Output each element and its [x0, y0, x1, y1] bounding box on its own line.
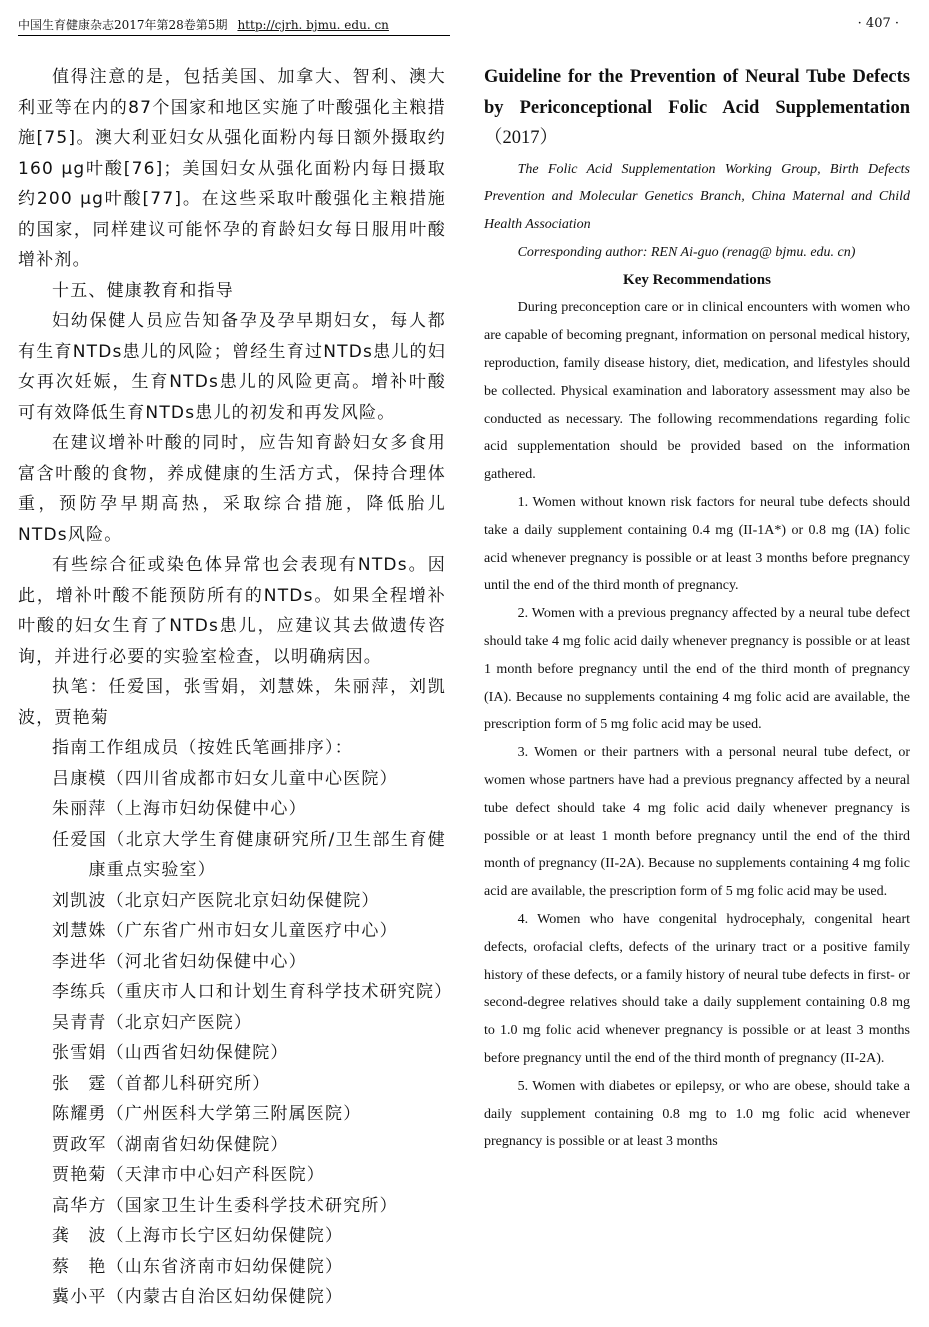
member-item: 吕康模（四川省成都市妇女儿童中心医院）: [52, 768, 398, 789]
journal-issue: 中国生育健康杂志2017年第28卷第5期: [18, 18, 228, 32]
intro-paragraph: During preconception care or in clinical encounters with women who are capable of becoming pregnant, information on personal medical history, reproduction, family disease history, diet, medication, and lifestyles should be collected. Physical examination and laboratory assessment may also be conducted as necessary. The following recommendations regarding folic acid supplementation should be provided based on the information gathered.: [484, 300, 910, 483]
member-item: 贾政军（湖南省妇幼保健院）: [52, 1134, 289, 1155]
member-item: 李练兵（重庆市人口和计划生育科学技术研究院）: [52, 982, 453, 1002]
members-heading: 指南工作组成员（按姓氏笔画排序）：: [52, 738, 353, 758]
member-item: 吴青青（北京妇产医院）: [52, 1012, 253, 1033]
member-item: 刘凯波（北京妇产医院北京妇幼保健院）: [52, 890, 380, 911]
recommendation-2: 2. Women with a previous pregnancy affected by a neural tube defect should take 4 mg folic acid daily whenever pregnancy is possible or at least 1 month before pregnancy until the end of the third month of pregnancy (IA). Because no supplements containing 4 mg folic acid are available, the prescription form of 5 mg folic acid may be used.: [484, 606, 910, 733]
running-header: [18, 16, 389, 33]
writers-line: 执笔：任爱国，张雪娟，刘慧姝，朱丽萍，刘凯波，贾艳菊: [18, 677, 446, 728]
member-item: 贾艳菊（天津市中心妇产科医院）: [52, 1165, 325, 1185]
members-list: [18, 764, 453, 1313]
member-item: 朱丽萍（上海市妇幼保健中心）: [52, 799, 307, 819]
member-item: 陈耀勇（广州医科大学第三附属医院）: [52, 1104, 362, 1124]
right-column: [484, 62, 910, 1156]
recommendation-3: 3. Women or their partners with a personal neural tube defect, or women whose partners have had a previous pregnancy affected by a neural tube defect should take 4 mg folic acid daily whenever pregnancy is possible or at least 1 month before pregnancy until the end of the third month of pregnancy (II-2A). Because no supplements containing 4 mg folic acid are available, the prescription form of 5 mg folic acid may be used.: [484, 745, 910, 900]
recommendation-4: 4. Women who have congenital hydrocephaly, congenital heart defects, orofacial clefts, defects of the urinary tract or a positive family history of these defects, or a family history of neural tube defects in first- or second-degree relatives should take a daily supplement containing 0.8 mg to 1.0 mg folic acid whenever pregnancy is possible or at least 3 months before pregnancy until the end of the third month of pregnancy (II-2A).: [484, 912, 910, 1066]
section-heading-15: 十五、健康教育和指导: [52, 280, 234, 301]
member-item: 高华方（国家卫生计生委科学技术研究所）: [52, 1195, 398, 1216]
key-recommendations-heading: Key Recommendations: [623, 271, 771, 288]
english-title: [484, 62, 910, 154]
recommendation-5: 5. Women with diabetes or epilepsy, or who are obese, should take a daily supplement containing 0.8 mg to 1.0 mg folic acid whenever pregnancy is possible or at least 3 months: [484, 1078, 910, 1150]
recommendation-1: 1. Women without known risk factors for neural tube defects should take a daily supplement containing 0.4 mg (II-1A*) or 0.8 mg (IA) folic acid whenever pregnancy is possible or at least 3 months before pregnancy until the end of the third month of pregnancy.: [484, 495, 910, 594]
member-item: 冀小平（内蒙古自治区妇幼保健院）: [52, 1287, 344, 1307]
member-item: 李进华（河北省妇幼保健中心）: [52, 951, 307, 972]
paragraph-lifestyle: 在建议增补叶酸的同时，应告知育龄妇女多食用富含叶酸的食物，养成健康的生活方式，保持合理体重，预防孕早期高热，采取综合措施，降低胎儿NTDs风险。: [18, 433, 446, 545]
paragraph-health-education: 妇幼保健人员应告知备孕及孕早期妇女，每人都有生育NTDs患儿的风险；曾经生育过NTDs患儿的妇女再次妊娠，生育NTDs患儿的风险更高。增补叶酸可有效降低生育NTDs患儿的初发和再发风险。: [18, 311, 446, 423]
member-item: 张 霆（首都儿科研究所）: [52, 1073, 271, 1094]
header-rule: [18, 35, 450, 36]
page-number: · 407 ·: [857, 16, 899, 31]
member-item: 张雪娟（山西省妇幼保健院）: [52, 1043, 289, 1063]
journal-url[interactable]: http://cjrh. bjmu. edu. cn: [237, 18, 389, 32]
left-column: [18, 62, 453, 1313]
author-group: The Folic Acid Supplementation Working Group, Birth Defects Prevention and Molecular Genetics Branch, China Maternal and Child Health Association: [484, 161, 910, 233]
english-title-text: Guideline for the Prevention of Neural Tube Defects by Periconceptional Folic Acid Supplementation: [484, 67, 910, 118]
paragraph-genetic-counseling: 有些综合征或染色体异常也会表现有NTDs。因此，增补叶酸不能预防所有的NTDs。如果全程增补叶酸的妇女生育了NTDs患儿，应建议其去做遗传咨询，并进行必要的实验室检查，以明确病因。: [18, 555, 446, 667]
member-item: 任爱国（北京大学生育健康研究所/卫生部生育健康重点实验室）: [52, 829, 446, 880]
member-item: 蔡 艳（山东省济南市妇幼保健院）: [52, 1256, 344, 1277]
member-item: 龚 波（上海市长宁区妇幼保健院）: [52, 1226, 344, 1246]
member-item: 刘慧姝（广东省广州市妇女儿童医疗中心）: [52, 921, 398, 941]
corresponding-author: Corresponding author: REN Ai-guo (renag@ bjmu. edu. cn): [517, 244, 856, 260]
paragraph-fortification: 值得注意的是，包括美国、加拿大、智利、澳大利亚等在内的87个国家和地区实施了叶酸强化主粮措施[75]。澳大利亚妇女从强化面粉内每日额外摄取约160 μg叶酸[76]；美国妇女从强化面粉内每日摄取约200 μg叶酸[77]。在这些采取叶酸强化主粮措施的国家，同样建议可能怀孕的育龄妇女每日服用叶酸增补剂。: [18, 67, 446, 270]
english-title-year: （2017）: [484, 128, 559, 148]
